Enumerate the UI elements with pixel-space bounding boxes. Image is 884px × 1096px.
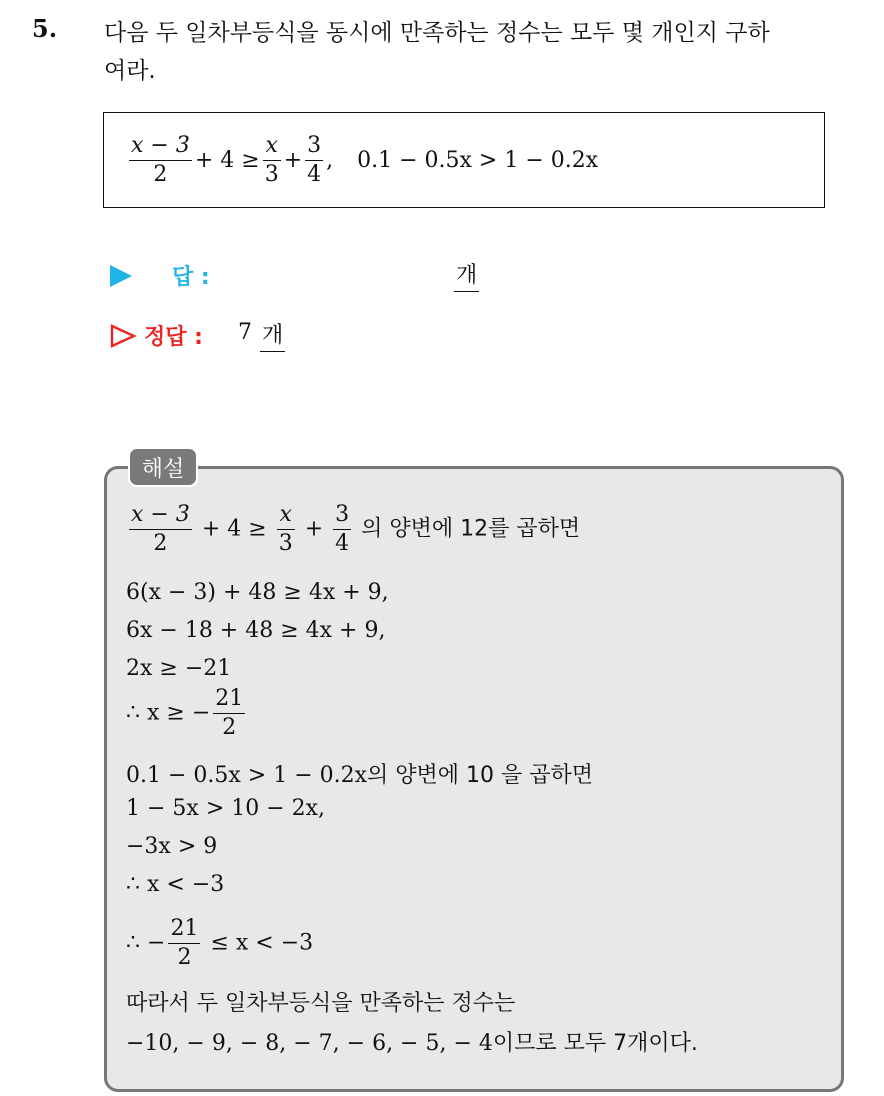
answer-label: 답 : <box>172 265 210 290</box>
fraction-x-over-3: $\frac{x}{3}$ <box>264 132 279 187</box>
solution-line-10: ∴ − $\frac{21}{2}$ ≤ x < −3 <box>126 916 314 970</box>
question-line-1: 다음 두 일차부등식을 동시에 만족하는 정수는 모두 몇 개인지 구하 <box>104 20 770 46</box>
solution-tab: 해설 <box>128 447 198 487</box>
key-answer-unit: 개 <box>260 318 285 352</box>
ineq1-separator: , <box>326 147 334 173</box>
key-answer-label: 정답 : <box>144 325 203 350</box>
solution-line-8: −3x > 9 <box>126 834 218 859</box>
play-triangle-icon <box>110 265 132 287</box>
solution-line-1: $\frac{x - 3}{2}$ + 4 ≥ $\frac{x}{3}$ + $\frac{3}{4}$ 의 양변에 12를 곱하면 <box>131 502 581 556</box>
sol-fraction-21-over-2-b: $\frac{21}{2}$ <box>170 916 199 970</box>
question-number: 5. <box>32 14 58 43</box>
answer-unit: 개 <box>454 258 479 292</box>
inequality-2: 0.1 − 0.5x > 1 − 0.2x <box>357 147 599 173</box>
solution-line-11: 따라서 두 일차부등식을 만족하는 정수는 <box>126 991 516 1016</box>
outline-triangle-icon <box>110 324 136 348</box>
solution-line-6: 0.1 − 0.5x > 1 − 0.2x의 양변에 10 을 곱하면 <box>126 763 594 788</box>
question-text <box>104 14 874 90</box>
ineq1-middle: + 4 ≥ <box>194 147 260 173</box>
sol-fraction-x-over-3: $\frac{x}{3}$ <box>278 502 293 556</box>
solution-line-4: 2x ≥ −21 <box>126 656 232 681</box>
sol-fraction-21-over-2: $\frac{21}{2}$ <box>215 686 244 740</box>
fraction-x-minus-3-over-2: $\frac{x - 3}{2}$ <box>131 132 190 187</box>
fraction-3-over-4: $\frac{3}{4}$ <box>307 132 322 187</box>
key-answer-value: 7 <box>238 320 252 345</box>
question-line-2: 여라. <box>104 58 156 84</box>
ineq1-plus: + <box>283 147 303 173</box>
sol-fraction-x-minus-3-over-2: $\frac{x - 3}{2}$ <box>131 502 190 556</box>
sol-fraction-3-over-4: $\frac{3}{4}$ <box>335 502 350 556</box>
problem-box <box>103 112 825 208</box>
solution-line-12: −10, − 9, − 8, − 7, − 6, − 5, − 4이므로 모두 7개이다. <box>126 1031 698 1056</box>
solution-line-7: 1 − 5x > 10 − 2x, <box>126 796 326 821</box>
solution-line-9: ∴ x < −3 <box>126 872 225 897</box>
solution-line-2: 6(x − 3) + 48 ≥ 4x + 9, <box>126 580 389 605</box>
solution-line-3: 6x − 18 + 48 ≥ 4x + 9, <box>126 618 386 643</box>
solution-line-5: ∴ x ≥ − $\frac{21}{2}$ <box>126 686 244 740</box>
